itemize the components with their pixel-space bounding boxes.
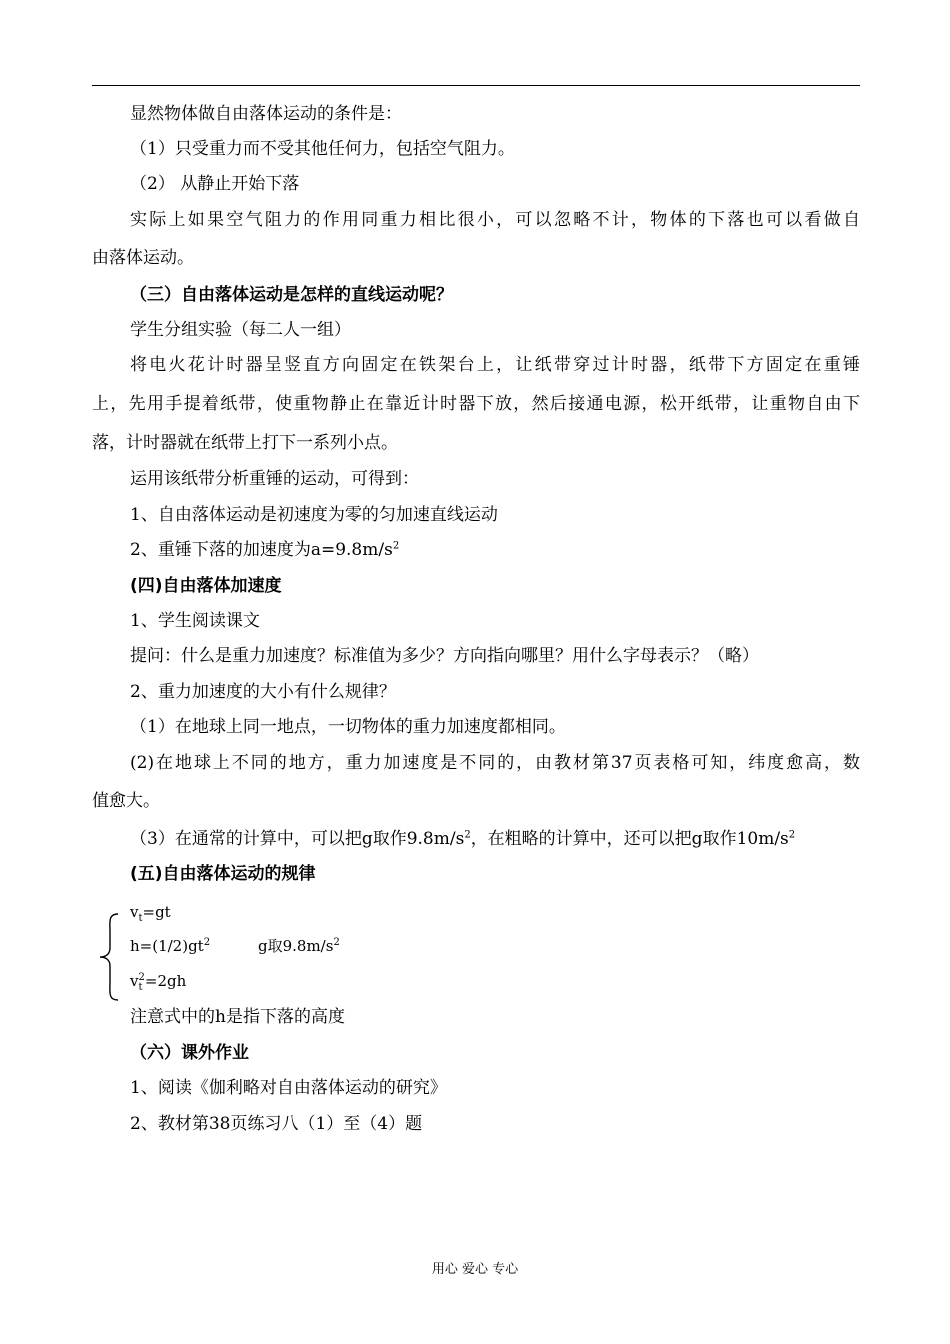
section-heading-3: （三）自由落体运动是怎样的直线运动呢？ xyxy=(130,285,453,305)
formula-velocity-squared: $v_t^2=2gh$ xyxy=(130,972,187,993)
section-heading-6: （六）课外作业 xyxy=(130,1043,249,1063)
paragraph-analysis: 运用该纸带分析重锤的运动，可得到： xyxy=(130,469,419,489)
paragraph-condition-1: （1）只受重力而不受其他任何力，包括空气阻力。 xyxy=(130,139,515,159)
paragraph-rule-2-line2: 值愈大。 xyxy=(92,791,160,811)
paragraph-rule-3: （3）在通常的计算中，可以把g取作$9.8m/s^2$，在粗略的计算中，还可以把g取作$10m/s^2$ xyxy=(130,829,796,849)
left-brace-icon xyxy=(96,912,124,1002)
formula-height: $h=(1/2)gt^2$ xyxy=(130,937,211,955)
paragraph-questions: 提问：什么是重力加速度？标准值为多少？方向指向哪里？用什么字母表示？（略） xyxy=(130,646,759,666)
superscript: 2 xyxy=(788,829,796,841)
paragraph-condition-2: （2） 从静止开始下落 xyxy=(130,174,300,194)
page-footer: 用心 爱心 专心 xyxy=(431,1262,519,1277)
paragraph-read-text: 1、学生阅读课文 xyxy=(130,611,260,631)
section-heading-4: (四)自由落体加速度 xyxy=(130,576,282,596)
formula-velocity: $v_t=gt$ xyxy=(130,903,171,924)
paragraph-gravity-rules: 2、重力加速度的大小有什么规律？ xyxy=(130,682,396,702)
paragraph-experiment-line3: 落，计时器就在纸带上打下一系列小点。 xyxy=(92,433,398,453)
paragraph-air-resistance-line1: 实际上如果空气阻力的作用同重力相比很小，可以忽略不计，物体的下落也可以看做自 xyxy=(130,210,860,230)
paragraph-conditions-intro: 显然物体做自由落体运动的条件是： xyxy=(130,104,402,124)
paragraph-rule-2-line1: (2)在地球上不同的地方，重力加速度是不同的，由教材第37页表格可知，纬度愈高，数 xyxy=(130,753,860,773)
paragraph-homework-1: 1、阅读《伽利略对自由落体运动的研究》 xyxy=(130,1078,447,1098)
paragraph-result-2: 2、重锤下落的加速度为$a=9.8m/s^2$ xyxy=(130,540,400,560)
paragraph-homework-2: 2、教材第38页练习八（1）至（4）题 xyxy=(130,1114,423,1134)
superscript: 2 xyxy=(392,540,400,552)
paragraph-experiment-line2: 上，先用手提着纸带，使重物静止在靠近计时器下放，然后接通电源，松开纸带，让重物自由下 xyxy=(92,394,860,414)
formula-g-note: g取$9.8m/s^2$ xyxy=(258,937,340,955)
section-heading-5: (五)自由落体运动的规律 xyxy=(130,864,316,884)
paragraph-group-experiment: 学生分组实验（每二人一组） xyxy=(130,320,351,340)
header-rule xyxy=(92,85,860,86)
paragraph-height-note: 注意式中的h是指下落的高度 xyxy=(130,1007,345,1027)
paragraph-rule-1: （1）在地球上同一地点，一切物体的重力加速度都相同。 xyxy=(130,717,566,737)
superscript: 2 xyxy=(464,829,471,841)
paragraph-air-resistance-line2: 由落体运动。 xyxy=(92,248,194,268)
paragraph-result-1: 1、自由落体运动是初速度为零的匀加速直线运动 xyxy=(130,505,498,525)
paragraph-experiment-line1: 将电火花计时器呈竖直方向固定在铁架台上，让纸带穿过计时器，纸带下方固定在重锤 xyxy=(130,355,860,375)
